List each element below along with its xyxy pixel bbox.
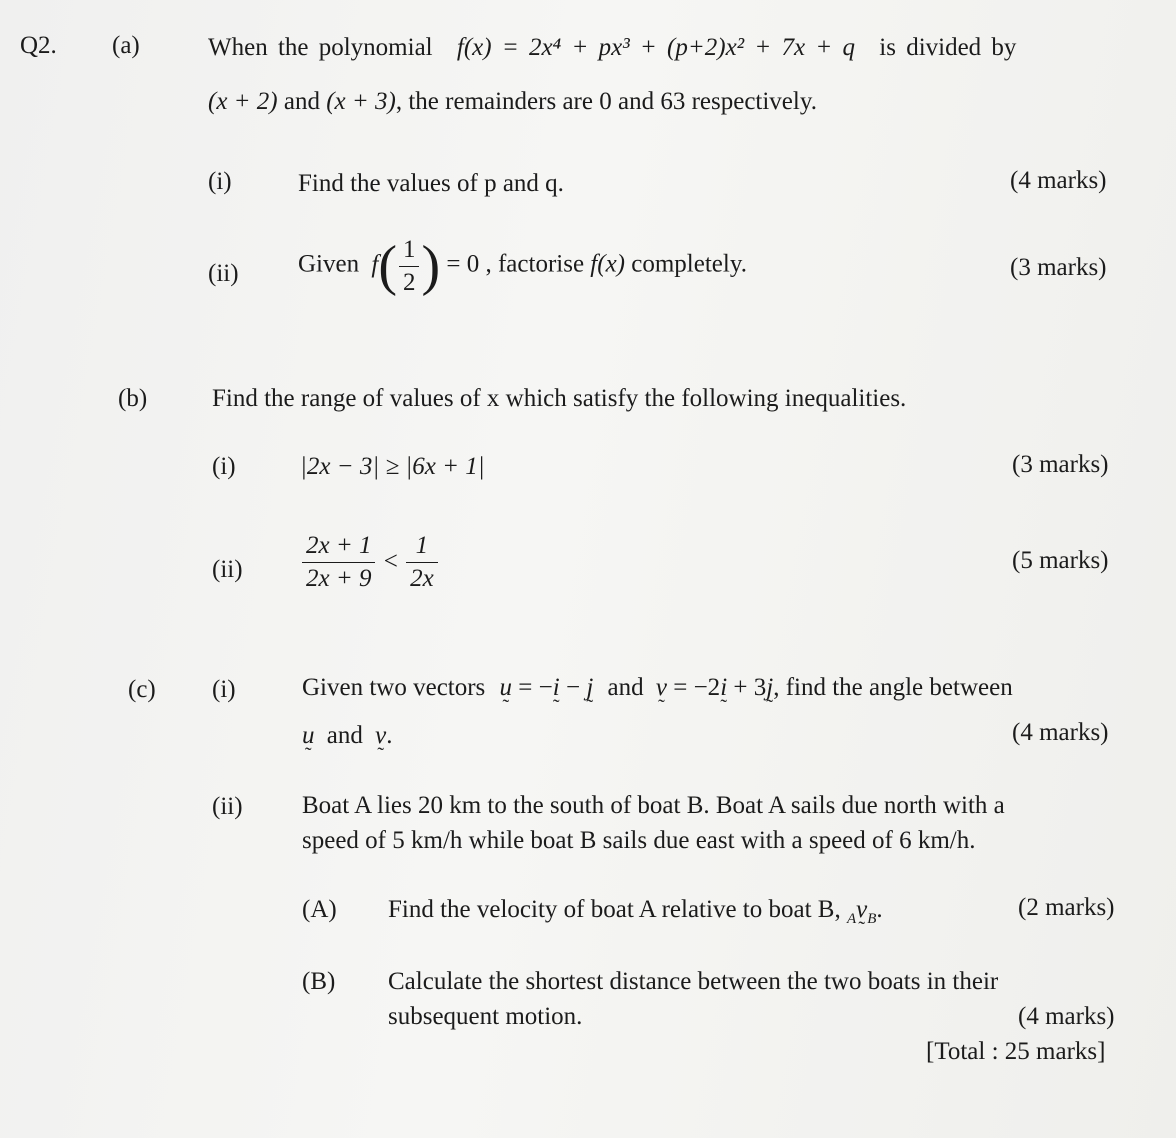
b-i-marks: (3 marks): [1012, 451, 1109, 478]
a-ii-fx: f(x): [590, 250, 625, 278]
a-ii-marks: (3 marks): [1010, 254, 1107, 281]
part-a-intro-line2: [208, 88, 817, 116]
c-ii-A-label: (A): [302, 896, 337, 923]
a-ii-fraction: $\frac{1}{2}$: [399, 236, 420, 296]
a-i-text: Find the values of p and q.: [298, 170, 564, 197]
divisor-2: (x + 3): [326, 88, 396, 115]
part-b-text: Find the range of values of x which satisfy the following inequalities.: [212, 385, 907, 412]
relative-velocity-symbol: v ˜: [856, 896, 867, 924]
a-ii-end: completely.: [631, 250, 747, 278]
intro-text-1: When the polynomial: [208, 34, 433, 61]
b-i-label: (i): [212, 453, 236, 480]
c-ii-B-marks: (4 marks): [1018, 1003, 1115, 1030]
b-ii-left-fraction: $\frac{2x + 1}{2x + 9}$: [302, 532, 375, 592]
b-ii-label: (ii): [212, 556, 243, 583]
c-ii-A-marks: (2 marks): [1018, 894, 1115, 921]
c-ii-line2: speed of 5 km/h while boat B sails due east with a speed of 6 km/h.: [302, 827, 976, 854]
polynomial-expression: f(x) = 2x⁴ + px³ + (p+2)x² + 7x + q: [456, 34, 856, 61]
b-ii-inequality: $\frac{2x + 1}{2x + 9}$ < $\frac{1}{2x}$: [300, 532, 440, 592]
c-i-line1: Given two vectors u ˜ = −i ˜ − j ˜ and v ˜ = −2i ˜ + 3j ˜, find the angle between: [302, 674, 1013, 702]
part-c-label: (c): [128, 676, 156, 703]
unit-vector-i: i ˜: [553, 674, 560, 702]
a-i-marks: (4 marks): [1010, 167, 1107, 194]
part-b-label: (b): [118, 385, 148, 412]
c-i-label: (i): [212, 676, 236, 703]
c-ii-label: (ii): [212, 793, 243, 820]
intro-text-3: , the remainders are 0 and 63 respectively.: [395, 88, 817, 115]
a-ii-rest: = 0 , factorise: [446, 250, 585, 278]
vector-u: u ˜: [500, 674, 513, 702]
a-ii-text: Given f( $\frac{1}{2}$ ) = 0 , factorise f(x) completely.: [298, 235, 747, 297]
part-a-label: (a): [112, 32, 140, 59]
c-ii-B-line1: Calculate the shortest distance between the two boats in their: [388, 968, 999, 995]
c-ii-A-text: Find the velocity of boat A relative to boat B, $_A$v $˜_B$.: [388, 896, 883, 928]
a-ii-given: Given: [298, 250, 360, 278]
c-i-line2: u ˜ and v ˜.: [302, 722, 392, 750]
unit-vector-j: j ˜: [586, 674, 593, 702]
b-ii-marks: (5 marks): [1012, 547, 1109, 574]
c-i-marks: (4 marks): [1012, 719, 1109, 746]
b-ii-right-fraction: $\frac{1}{2x}$: [406, 532, 438, 592]
c-ii-B-label: (B): [302, 968, 336, 995]
c-ii-line1: Boat A lies 20 km to the south of boat B. Boat A sails due north with a: [302, 792, 1005, 819]
total-marks: [Total : 25 marks]: [926, 1038, 1106, 1065]
question-number: Q2.: [20, 32, 57, 59]
divisor-1: (x + 2): [208, 88, 278, 115]
vector-v: v ˜: [656, 674, 667, 702]
a-i-label: (i): [208, 168, 232, 195]
c-ii-B-line2: subsequent motion.: [388, 1003, 583, 1030]
part-a-intro-line1: [208, 34, 1016, 62]
and-text: and: [283, 88, 320, 115]
a-ii-label: (ii): [208, 260, 239, 287]
intro-text-2: is divided by: [879, 34, 1017, 61]
b-i-expression: |2x − 3| ≥ |6x + 1|: [300, 453, 485, 480]
